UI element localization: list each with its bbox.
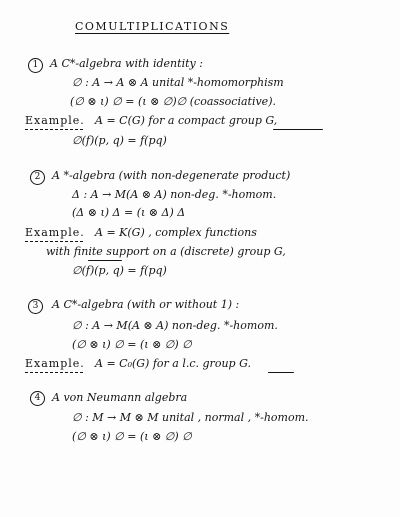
section-3-example: A = C₀(G) for a l.c. group G.	[95, 357, 251, 370]
section-1-example: A = C(G) for a compact group G,	[95, 114, 278, 127]
section-1-heading: A C*-algebra with identity :	[50, 57, 203, 70]
finite-underline	[88, 260, 122, 261]
section-1-coassociativity: (∅ ⊗ ι) ∅ = (ι ⊗ ∅)∅ (coassociative).	[70, 95, 276, 108]
section-2-example-cont: with finite support on a (discrete) group G,	[46, 245, 286, 258]
section-2-coassociativity: (Δ ⊗ ι) Δ = (ι ⊗ Δ) Δ	[72, 206, 186, 219]
section-3-example-underline	[25, 372, 83, 373]
section-4-number: 4	[30, 391, 45, 406]
section-2-example-label: Example.	[25, 226, 85, 239]
section-2-map: Δ : A → M(A ⊗ A) non-deg. *-homom.	[72, 188, 277, 201]
section-3-coassociativity: (∅ ⊗ ι) ∅ = (ι ⊗ ∅) ∅	[72, 338, 192, 351]
section-1-example-underline	[25, 129, 83, 130]
compact-underline	[273, 129, 323, 130]
section-1-number: 1	[28, 58, 43, 73]
section-4-coassociativity: (∅ ⊗ ι) ∅ = (ι ⊗ ∅) ∅	[72, 430, 192, 443]
section-3-map: ∅ : A → M(A ⊗ A) non-deg. *-homom.	[72, 319, 278, 332]
lc-underline	[268, 372, 294, 373]
section-1-formula: ∅(f)(p, q) = f(pq)	[72, 134, 167, 147]
section-3-heading: A C*-algebra (with or without 1) :	[52, 298, 240, 311]
section-2-example: A = K(G) , complex functions	[95, 226, 257, 239]
section-2-formula: ∅(f)(p, q) = f(pq)	[72, 264, 167, 277]
section-4-heading: A von Neumann algebra	[52, 391, 188, 404]
page-title: COMULTIPLICATIONS	[75, 20, 230, 33]
section-2-heading: A *-algebra (with non-degenerate product)	[52, 169, 291, 182]
section-1-example-label: Example.	[25, 114, 85, 127]
section-2-number: 2	[30, 170, 45, 185]
section-1-map: ∅ : A → A ⊗ A unital *-homomorphism	[72, 76, 284, 89]
section-3-number: 3	[28, 299, 43, 314]
section-4-map: ∅ : M → M ⊗ M unital , normal , *-homom.	[72, 411, 309, 424]
section-2-example-underline	[25, 241, 83, 242]
section-3-example-label: Example.	[25, 357, 85, 370]
